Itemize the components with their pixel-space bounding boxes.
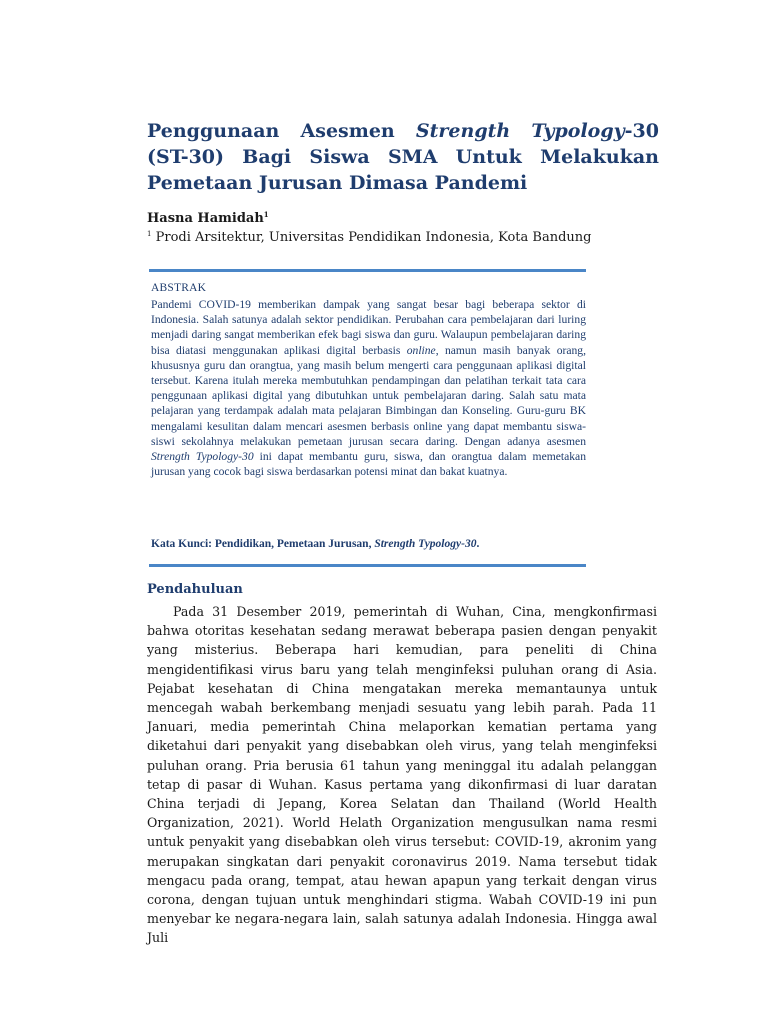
abstract-text-italic1: online bbox=[406, 343, 436, 357]
keywords-label: Kata Kunci: Pendidikan, Pemetaan Jurusan, bbox=[151, 538, 375, 550]
affiliation-marker: 1 bbox=[147, 230, 152, 238]
abstract-text bbox=[151, 297, 586, 479]
affiliation-line bbox=[147, 230, 667, 245]
title-text-italic: Strength Typology bbox=[415, 120, 625, 142]
author-affiliation-marker: 1 bbox=[263, 210, 269, 219]
abstract-text-part1: Pandemi COVID-19 memberikan dampak yang sangat besar bagi beberapa sektor di Indonesia. Salah satunya adalah sektor pendidikan. Perubahan cara pembelajaran dari luring menjadi daring sangat memberikan efek bagi siswa dan guru. Walaupun pembelajaran daring bisa diatasi menggunakan aplikasi digital berbasis bbox=[151, 298, 586, 357]
abstract-text-part3: ini dapat membantu guru, siswa, dan orangtua dalam memetakan jurusan yang cocok bagi siswa berdasarkan potensi minat dan bakat kuatnya. bbox=[151, 450, 586, 479]
paper-title bbox=[147, 118, 659, 196]
abstract-text-part2: , namun masih banyak orang, khususnya guru dan orangtua, yang masih belum mengerti cara penggunaan aplikasi digital tersebut. Karena itulah mereka membutuhkan pendampingan dan pelatihan terkait tata cara penggunaan aplikasi digital yang dibutuhkan untuk pembelajaran daring. Salah satu mata pelajaran yang terdampak adalah mata pelajaran Bimbingan dan Konseling. Guru-guru BK mengalami kesulitan dalam mencari asesmen berbasis online yang dapat membantu siswa-siswi sekolahnya melakukan pemetaan jurusan secara daring. Dengan adanya asesmen bbox=[151, 343, 586, 448]
abstract-bottom-rule bbox=[149, 564, 586, 567]
abstract-label: ABSTRAK bbox=[151, 282, 207, 294]
introduction-paragraph: Pada 31 Desember 2019, pemerintah di Wuhan, Cina, mengkonfirmasi bahwa otoritas kesehatan sedang merawat beberapa pasien dengan penyakit yang misterius. Beberapa hari kemudian, para peneliti di China mengidentifikasi virus baru yang telah menginfeksi puluhan orang di Asia. Pejabat kesehatan di China mengatakan mereka memantaunya untuk mencegah wabah berkembang menjadi sesuatu yang lebih parah. Pada 11 Januari, media pemerintah China melaporkan kematian pertama yang diketahui dari penyakit yang disebabkan oleh virus, yang telah menginfeksi puluhan orang. Pria berusia 61 tahun yang meninggal itu adalah pelanggan tetap di pasar di Wuhan. Kasus pertama yang dikonfirmasi di luar daratan China terjadi di Jepang, Korea Selatan dan Thailand (World Health Organization, 2021). World Helath Organization mengusulkan nama resmi untuk penyakit yang disebabkan oleh virus tersebut: COVID-19, akronim yang merupakan singkatan dari penyakit coronavirus 2019. Nama tersebut tidak mengacu pada orang, tempat, atau hewan apapun yang terkait dengan virus corona, dengan tujuan untuk menghindari stigma. Wabah COVID-19 ini pun menyebar ke negara-negara lain, salah satunya adalah Indonesia. Hingga awal Juli bbox=[147, 604, 657, 946]
abstract-top-rule bbox=[149, 269, 586, 272]
keywords-line bbox=[151, 538, 586, 550]
title-text-part2: -30 (ST-30) Bagi Siswa SMA Untuk Melakukan Pemetaan Jurusan Dimasa Pandemi bbox=[147, 120, 659, 194]
keywords-end: . bbox=[476, 538, 480, 550]
affiliation-text: Prodi Arsitektur, Universitas Pendidikan Indonesia, Kota Bandung bbox=[151, 230, 592, 245]
section-heading-introduction: Pendahuluan bbox=[147, 582, 243, 597]
title-text-part1: Penggunaan Asesmen bbox=[147, 120, 416, 142]
author-name: Hasna Hamidah bbox=[147, 211, 264, 226]
abstract-text-italic2: Strength Typology-30 bbox=[151, 450, 254, 464]
author-line bbox=[147, 210, 269, 226]
keywords-italic: Strength Typology-30 bbox=[374, 538, 477, 550]
